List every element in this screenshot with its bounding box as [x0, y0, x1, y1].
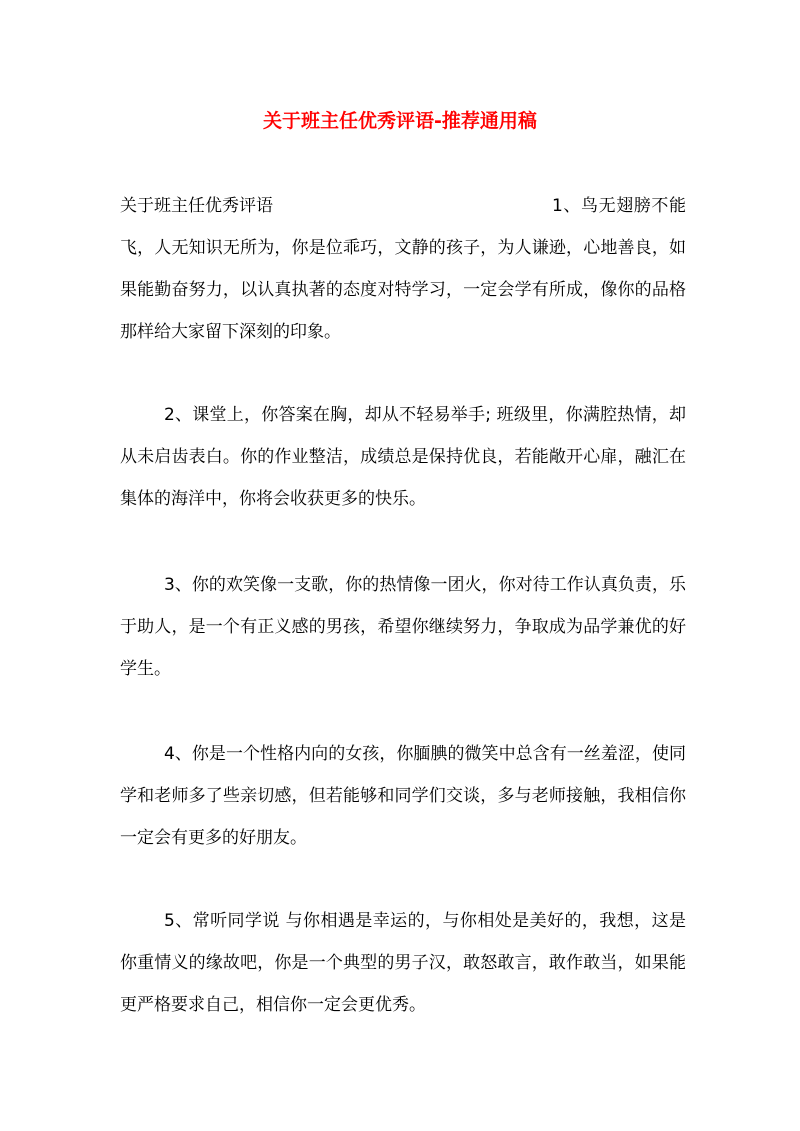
paragraph-5 [120, 900, 686, 1026]
paragraph-2 [120, 394, 686, 520]
intro-heading: 关于班主任优秀评语 [120, 196, 273, 216]
paragraph-4 [120, 733, 686, 859]
paragraph-4-text: 4、你是一个性格内向的女孩，你腼腆的微笑中总含有一丝羞涩，使同学和老师多了些亲切感，但若能够和同学们交谈，多与老师接触，我相信你一定会有更多的好朋友。 [120, 744, 686, 848]
document-title: 关于班主任优秀评语-推荐通用稿 [263, 110, 537, 132]
paragraph-3-text: 3、你的欢笑像一支歌，你的热情像一团火，你对待工作认真负责，乐于助人，是一个有正义感的男孩，希望你继续努力，争取成为品学兼优的好学生。 [120, 575, 686, 679]
paragraph-5-text: 5、常听同学说 与你相遇是幸运的，与你相处是美好的，我想，这是你重情义的缘故吧，你是一个典型的男子汉，敢怒敢言，敢作敢当，如果能更严格要求自己，相信你一定会更优秀。 [120, 911, 686, 1015]
paragraph-3 [120, 564, 686, 690]
paragraph-2-text: 2、课堂上，你答案在胸，却从不轻易举手; 班级里，你满腔热情，却从未启齿表白。你的作业整洁，成绩总是保持优良，若能敞开心扉，融汇在集体的海洋中，你将会收获更多的快乐。 [120, 405, 686, 509]
paragraph-1 [120, 185, 686, 353]
paragraph-1-text: 1、鸟无翅膀不能飞，人无知识无所为，你是位乖巧，文静的孩子，为人谦逊，心地善良，如果能勤奋努力，以认真执著的态度对特学习，一定会学有所成，像你的品格那样给大家留下深刻的印象。 [120, 196, 686, 342]
